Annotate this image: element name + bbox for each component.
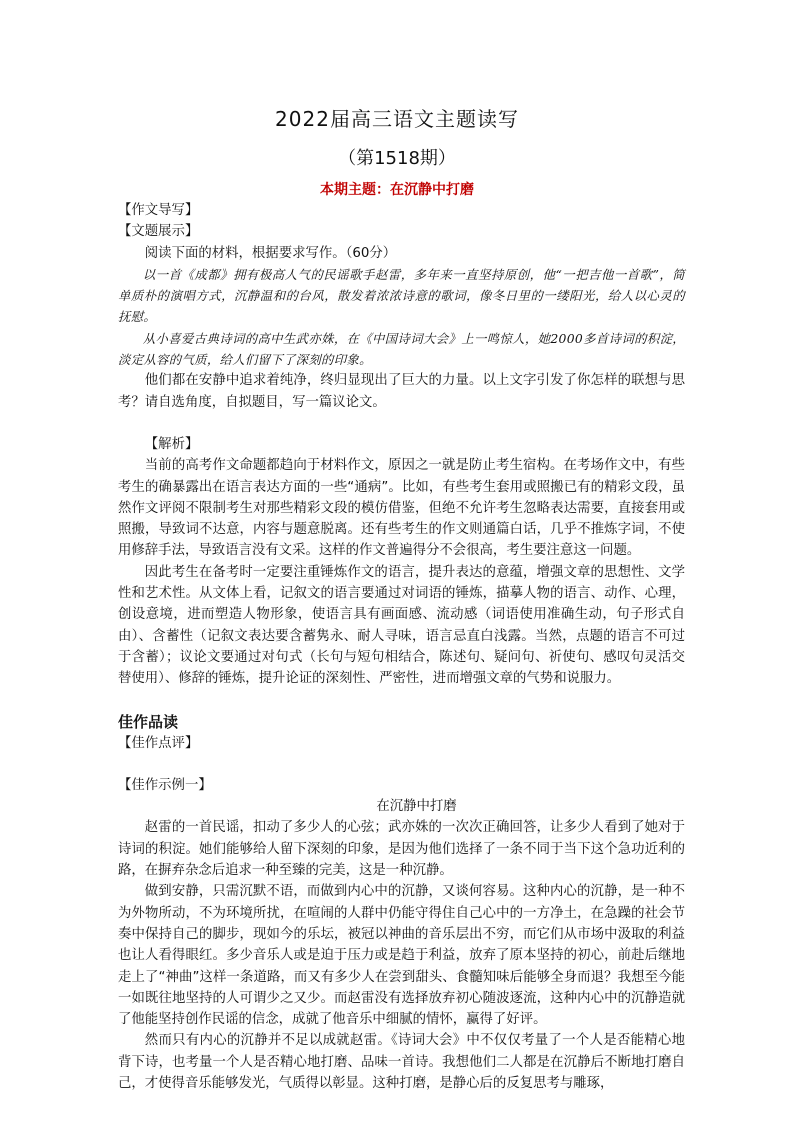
analysis-paragraph-2: 因此考生在备考时一定要注重锤炼作文的语言，提升表达的意蕴，增强文章的思想性、文学性和艺术性。从文体上看，记叙文的语言要通过对词语的锤炼，描摹人物的语言、动作、心理，创设意境，进而塑造人物形象，使语言具有画面感、流动感（词语使用准确生动，句子形式自由）、含蓄性（记叙文表达要含蓄隽永、耐人寻味，语言忌直白浅露。当然，点题的语言不可过于含蓄）；议论文要通过对句式（长句与短句相结合，陈述句、疑问句、祈使句、感叹句灵活交替使用）、修辞的锤炼，提升论证的深刻性、严密性，进而增强文章的气势和说服力。 [118, 564, 685, 687]
example-label: 【佳作示例一】 [118, 777, 212, 793]
essay-paragraph-2: 做到安静，只需沉默不语，而做到内心中的沉静，又谈何容易。这种内心的沉静，是一种不为外物所动，不为环境所扰，在喧闹的人群中仍能守得住自己心中的一方净土，在急躁的社会节奏中保持自己的脚步，现如今的乐坛，被冠以神曲的音乐层出不穷，而它们从市场中汲取的利益也让人看得眼红。多少音乐人或是迫于压力或是趋于利益，放弃了原本坚持的初心，前赴后继地走上了“神曲”这样一条道路，而又有多少人在尝到甜头、食髓知味后能够全身而退？我想至今能一如既往地坚持的人可谓少之又少。而赵雷没有选择放弃初心随波逐流，这种内心中的沉静造就了他能坚持创作民谣的信念，成就了他音乐中细腻的情怀，赢得了好评。 [118, 884, 685, 1028]
guide-label: 【作文导写】 [118, 203, 199, 218]
spacer [118, 754, 685, 775]
page-title: 2022届高三语文主题读写 [275, 107, 519, 131]
essay-paragraph-1: 赵雷的一首民谣，扣动了多少人的心弦；武亦姝的一次次正确回答，让多少人看到了她对于诗词的积淀。她们能够给人留下深刻的印象，是因为他们选择了一条不同于当下这个急功近利的路，在摒弃杂念后追求一种至臻的完美，这是一种沉静。 [118, 820, 685, 879]
works-section-title: 佳作品读 [118, 712, 179, 731]
prompt-instruction: 阅读下面的材料，根据要求写作。（60分） [144, 245, 397, 261]
material-quote-1: 以一首《成都》拥有极高人气的民谣歌手赵雷，多年来一直坚持原创，他“一把吉他一首歌”，简单质朴的演唱方式，沉静温和的台风，散发着浓浓诗意的歌词，像冬日里的一缕阳光，给人以心灵的抚慰。 [118, 266, 685, 325]
issue-theme: 本期主题：在沉静中打磨 [320, 182, 474, 198]
essay-title: 在沉静中打磨 [376, 799, 457, 815]
analysis-label: 【解析】 [144, 436, 199, 452]
spacer [118, 413, 685, 434]
document-body [118, 200, 685, 1094]
works-comment-label: 【佳作点评】 [118, 735, 199, 751]
prompt-task: 他们都在安静中追求着纯净，终归显现出了巨大的力量。以上文字引发了你怎样的联想与思考？请自选角度，自拟题目，写一篇议论文。 [118, 373, 685, 410]
essay-paragraph-3: 然而只有内心的沉静并不足以成就赵雷。《诗词大会》中不仅仅考量了一个人是否能精心地背下诗，也考量一个人是否精心地打磨、品味一首诗。我想他们二人都是在沉静后不断地打磨自己，才使得音乐能够发光，气质得以彰显。这种打磨，是静心后的反复思考与雕琢， [118, 1033, 685, 1091]
analysis-paragraph-1: 当前的高考作文命题都趋向于材料作文，原因之一就是防止考生宿构。在考场作文中，有些考生的确暴露出在语言表达方面的一些“通病”。比如，有些考生套用或照搬已有的精彩文段，虽然作文评阅不限制考生对那些精彩文段的模仿借鉴，但绝不允许考生忽略表达需要，直接套用或照搬，导致词不达意，内容与题意脱离。还有些考生的作文则通篇白话，几乎不推炼字词，不使用修辞手法，导致语言没有文采。这样的作文普遍得分不会很高，考生要注意这一问题。 [118, 458, 685, 559]
material-quote-2: 从小喜爱古典诗词的高中生武亦姝，在《中国诗词大会》上一鸣惊人，她2000多首诗词的积淀，淡定从容的气质，给人们留下了深刻的印象。 [118, 330, 685, 368]
spacer [118, 690, 685, 711]
issue-number: （第1518期） [338, 148, 456, 169]
prompt-label: 【文题展示】 [118, 224, 199, 240]
